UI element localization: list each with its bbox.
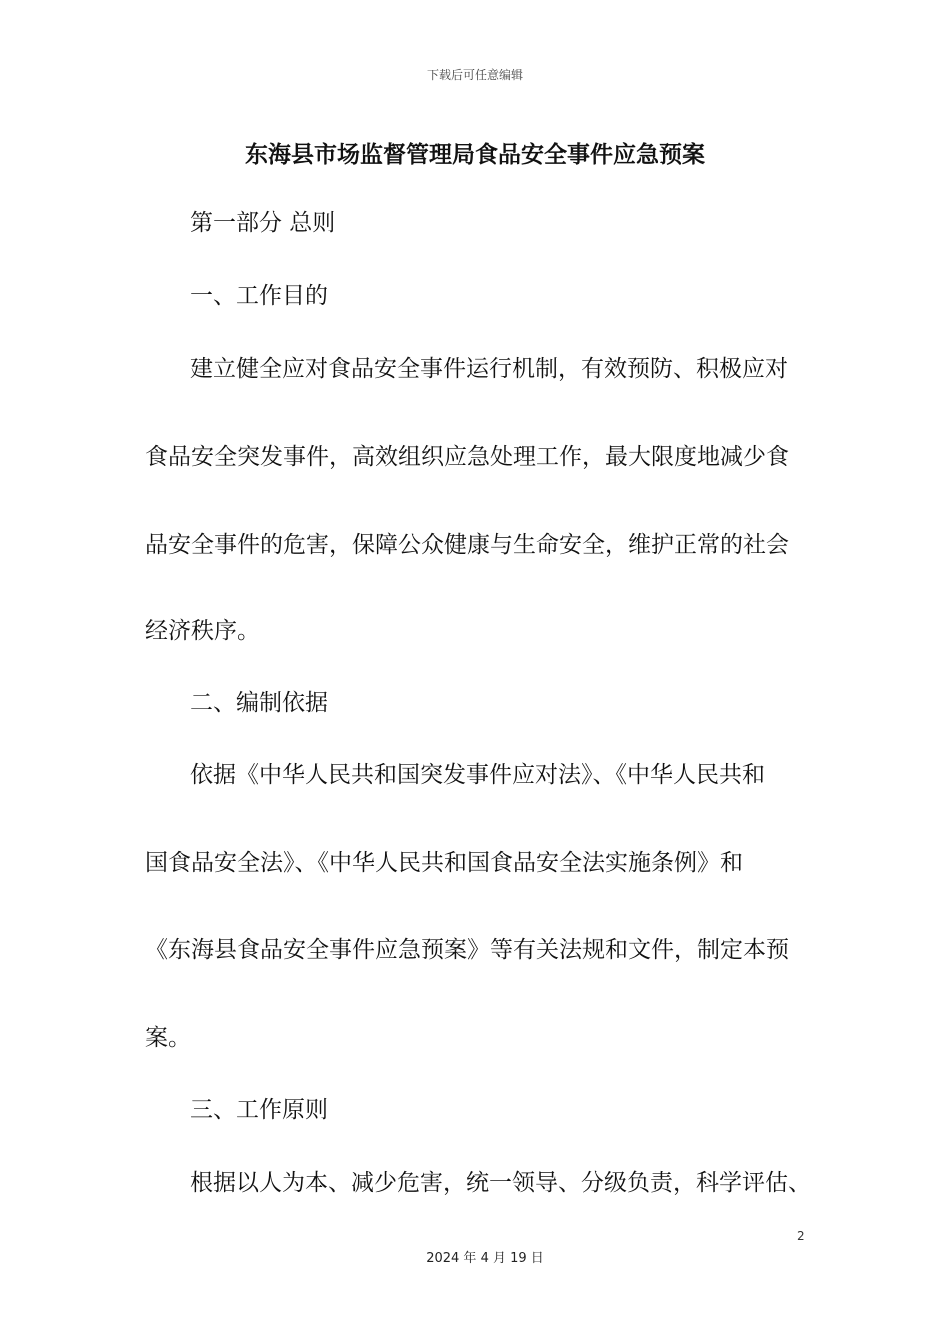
footer-date: 2024 年 4 月 19 日 [426, 1251, 544, 1266]
paragraph-line: 食品安全突发事件，高效组织应急处理工作，最大限度地减少食 [145, 444, 789, 470]
section-heading-basis: 二、编制依据 [190, 690, 328, 716]
paragraph-line: 依据《中华人民共和国突发事件应对法》、《中华人民共和 [190, 762, 765, 788]
section-heading-purpose: 一、工作目的 [190, 283, 328, 309]
paragraph-line: 品安全事件的危害，保障公众健康与生命安全，维护正常的社会 [145, 532, 789, 558]
paragraph-line: 《东海县食品安全事件应急预案》等有关法规和文件，制定本预 [145, 937, 789, 963]
header-note: 下载后可任意编辑 [426, 68, 523, 82]
section-heading-principles: 三、工作原则 [190, 1097, 328, 1123]
document-title: 东海县市场监督管理局食品安全事件应急预案 [245, 142, 705, 168]
paragraph-line: 国食品安全法》、《中华人民共和国食品安全法实施条例》和 [145, 850, 743, 876]
part-heading: 第一部分 总则 [190, 210, 336, 236]
paragraph-line: 根据以人为本、减少危害，统一领导、分级负责，科学评估、 [190, 1170, 811, 1196]
paragraph-line: 建立健全应对食品安全事件运行机制，有效预防、积极应对 [190, 356, 788, 382]
paragraph-line: 案。 [145, 1025, 191, 1051]
paragraph-line: 经济秩序。 [145, 618, 260, 644]
page-number: 2 [797, 1229, 805, 1243]
